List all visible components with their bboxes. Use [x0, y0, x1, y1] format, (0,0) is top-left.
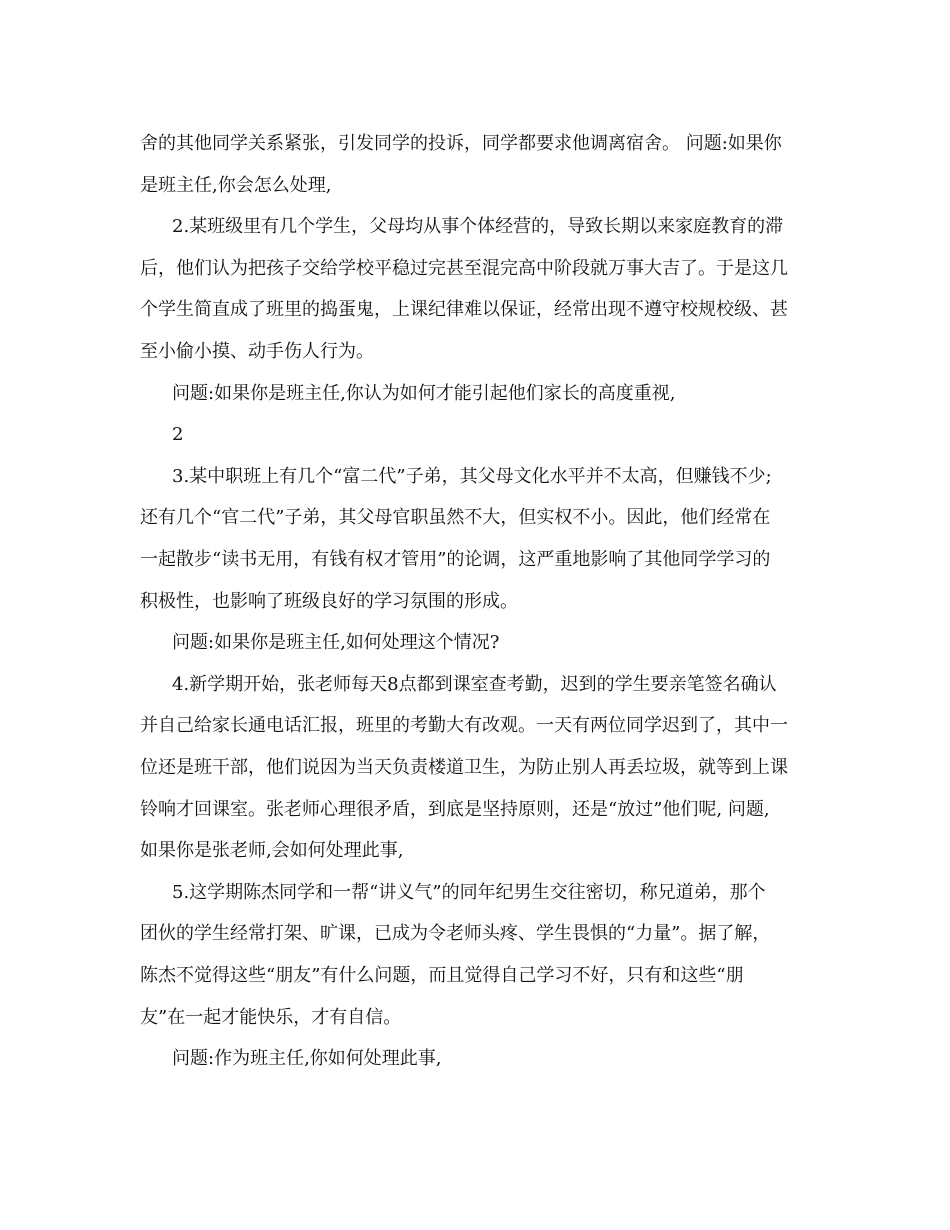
- text-line: 个学生简直成了班里的捣蛋鬼，上课纪律难以保证，经常出现不遵守校规校级、甚: [140, 299, 788, 320]
- text-line: 4.新学期开始，张老师每天8点都到课室查考勤，迟到的学生要亲笔签名确认: [172, 674, 777, 695]
- text-line: 问题:如果你是班主任,你认为如何才能引起他们家长的高度重视,: [172, 383, 676, 404]
- text-line: 并自己给家长通电话汇报，班里的考勤大有改观。一天有两位同学迟到了，其中一: [140, 715, 788, 736]
- text-line: 团伙的学生经常打架、旷课，已成为令老师头疼、学生畏惧的“力量”。据了解，: [140, 923, 771, 944]
- text-line: 如果你是张老师,会如何处理此事,: [140, 840, 404, 861]
- text-line: 舍的其他同学关系紧张，引发同学的投诉，同学都要求他调离宿舍。 问题:如果你: [140, 133, 782, 154]
- text-line: 问题:作为班主任,你如何处理此事,: [172, 1048, 442, 1069]
- text-line: 是班主任,你会怎么处理,: [140, 175, 332, 196]
- text-line: 还有几个“官二代”子弟，其父母官职虽然不大，但实权不小。因此，他们经常在: [140, 507, 771, 528]
- text-line: 位还是班干部，他们说因为当天负责楼道卫生，为防止别人再丢垃圾，就等到上课: [140, 757, 788, 778]
- page-number: 2: [172, 424, 184, 445]
- text-line: 友”在一起才能快乐，才有自信。: [140, 1007, 402, 1028]
- text-line: 至小偷小摸、动手伤人行为。: [140, 341, 374, 362]
- text-line: 问题:如果你是班主任,如何处理这个情况?: [172, 632, 500, 653]
- text-line: 3.某中职班上有几个“富二代”子弟，其父母文化水平并不太高，但赚钱不少;: [172, 466, 772, 487]
- text-line: 2.某班级里有几个学生，父母均从事个体经营的，导致长期以来家庭教育的滞: [172, 216, 784, 237]
- text-line: 后，他们认为把孩子交给学校平稳过完甚至混完高中阶段就万事大吉了。于是这几: [140, 258, 788, 279]
- text-line: 铃响才回课室。张老师心理很矛盾，到底是坚持原则，还是“放过”他们呢, 问题,: [140, 799, 770, 820]
- text-line: 陈杰不觉得这些“朋友”有什么问题，而且觉得自己学习不好，只有和这些“朋: [140, 965, 744, 986]
- text-line: 积极性，也影响了班级良好的学习氛围的形成。: [140, 591, 518, 612]
- text-line: 5.这学期陈杰同学和一帮“讲义气”的同年纪男生交往密切，称兄道弟，那个: [172, 882, 766, 903]
- text-line: 一起散步“读书无用，有钱有权才管用”的论调，这严重地影响了其他同学学习的: [140, 549, 771, 570]
